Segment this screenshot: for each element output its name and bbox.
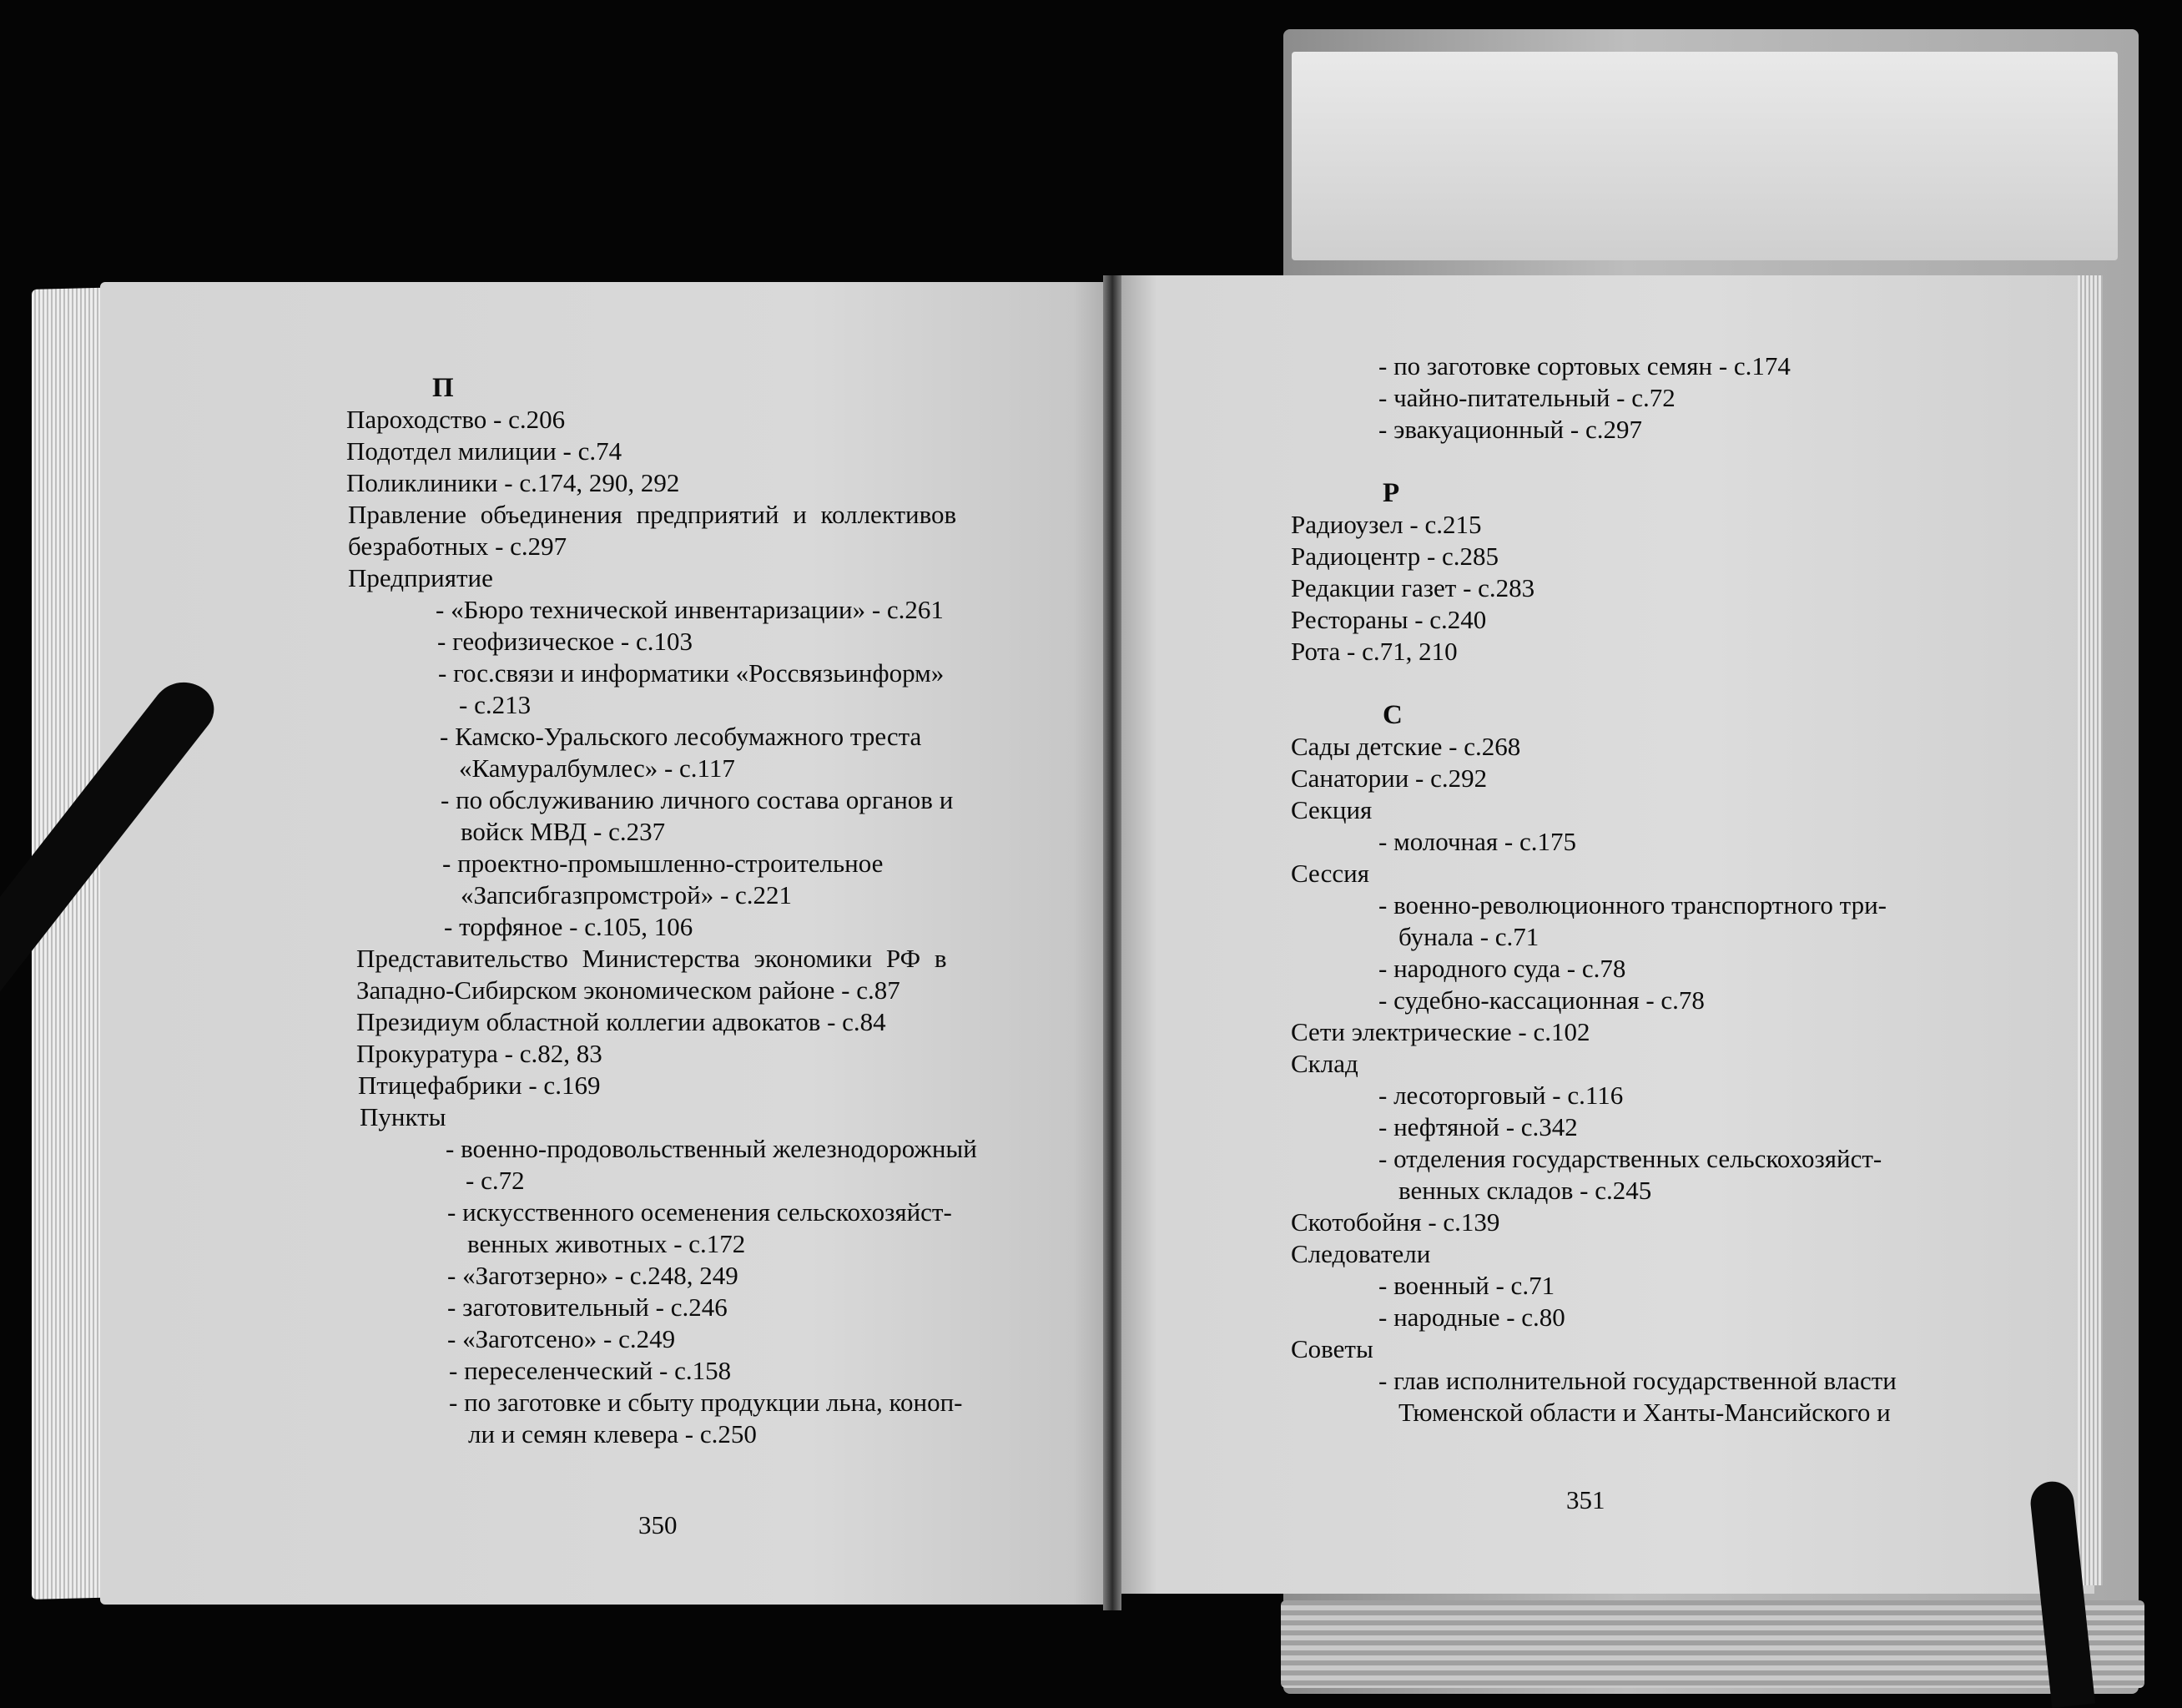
index-entry: Радиоузел - с.215 — [1291, 510, 1482, 539]
index-entry: Сессия — [1291, 859, 1369, 888]
index-subentry: - военно-продовольственный железнодорожный — [446, 1134, 977, 1163]
index-subentry: - по заготовке и сбыту продукции льна, коноп- — [449, 1388, 963, 1417]
index-subentry-continuation: венных складов - с.245 — [1398, 1176, 1652, 1205]
book-spine — [1103, 275, 1121, 1610]
index-entry: безработных - с.297 — [348, 532, 567, 561]
index-entry: Склад — [1291, 1049, 1358, 1078]
section-letter-p: П — [432, 373, 454, 403]
right-page-edges — [2078, 275, 2103, 1585]
index-subentry-continuation: - с.72 — [466, 1166, 525, 1195]
index-subentry-continuation: ли и семян клевера - с.250 — [468, 1419, 757, 1449]
index-subentry: - эвакуационный - с.297 — [1378, 415, 1642, 444]
index-entry: Пункты — [360, 1102, 446, 1131]
index-subentry-continuation: венных животных - с.172 — [467, 1229, 746, 1258]
index-subentry: - гос.связи и информатики «Россвязьинформ» — [438, 658, 945, 688]
index-subentry: - нефтяной - с.342 — [1378, 1112, 1578, 1141]
index-subentry: - чайно-питательный - с.72 — [1378, 383, 1676, 412]
index-subentry-continuation: войск МВД - с.237 — [461, 817, 666, 846]
index-entry: Подотдел милиции - с.74 — [346, 436, 622, 466]
index-entry: Президиум областной коллегии адвокатов - с.84 — [356, 1007, 886, 1036]
index-subentry: - торфяное - с.105, 106 — [444, 912, 693, 941]
index-entry: Представительство Министерства экономики РФ в — [356, 944, 947, 973]
index-entry: Радиоцентр - с.285 — [1291, 542, 1499, 571]
index-entry: Правление объединения предприятий и коллективов — [348, 500, 957, 529]
index-subentry: - Камско-Уральского лесобумажного треста — [440, 722, 922, 751]
index-entry: Рестораны - с.240 — [1291, 605, 1487, 634]
index-entry: Советы — [1291, 1334, 1373, 1363]
background-book-bottom-edge — [1281, 1600, 2144, 1688]
left-page-number: 350 — [638, 1510, 678, 1539]
index-entry: Птицефабрики - с.169 — [358, 1071, 601, 1100]
index-subentry: - переселенческий - с.158 — [449, 1356, 732, 1385]
index-subentry: - «Заготзерно» - с.248, 249 — [447, 1261, 738, 1290]
index-subentry: - народные - с.80 — [1378, 1302, 1565, 1332]
index-entry: Пароходство - с.206 — [346, 405, 566, 434]
index-subentry: - судебно-кассационная - с.78 — [1378, 985, 1705, 1015]
index-subentry-continuation: Тюменской области и Ханты-Мансийского и — [1398, 1398, 1891, 1427]
index-entry: Сады детские - с.268 — [1291, 732, 1521, 761]
index-entry: Поликлиники - с.174, 290, 292 — [346, 468, 680, 497]
index-entry: Редакции газет - с.283 — [1291, 573, 1535, 602]
section-letter-r: Р — [1383, 478, 1400, 508]
index-subentry: - заготовительный - с.246 — [447, 1292, 728, 1322]
background-book-page-block — [1292, 52, 2118, 260]
index-entry: Следователи — [1291, 1239, 1431, 1268]
index-subentry: - молочная - с.175 — [1378, 827, 1576, 856]
index-subentry: - народного суда - с.78 — [1378, 954, 1626, 983]
index-subentry-continuation: бунала - с.71 — [1398, 922, 1539, 951]
index-subentry: - отделения государственных сельскохозяйст- — [1378, 1144, 1882, 1173]
index-entry: Западно-Сибирском экономическом районе - с.87 — [356, 975, 900, 1005]
index-subentry: - по заготовке сортовых семян - с.174 — [1378, 351, 1791, 380]
right-page-number: 351 — [1566, 1485, 1605, 1514]
index-subentry: - лесоторговый - с.116 — [1378, 1081, 1624, 1110]
index-entry: Прокуратура - с.82, 83 — [356, 1039, 602, 1068]
index-subentry: - геофизическое - с.103 — [437, 627, 693, 656]
index-subentry: - «Бюро технической инвентаризации» - с.261 — [436, 595, 944, 624]
index-entry: Предприятие — [348, 563, 493, 592]
index-subentry: - военно-революционного транспортного три- — [1378, 890, 1887, 919]
index-subentry: - «Заготсено» - с.249 — [447, 1324, 676, 1353]
index-subentry: - глав исполнительной государственной власти — [1378, 1366, 1897, 1395]
index-entry: Секция — [1291, 795, 1373, 824]
index-subentry-continuation: «Камуралбумлес» - с.117 — [459, 753, 735, 783]
index-subentry: - искусственного осеменения сельскохозяйст- — [447, 1197, 952, 1227]
index-subentry-continuation: - с.213 — [459, 690, 532, 719]
index-entry: Скотобойня - с.139 — [1291, 1207, 1500, 1237]
index-entry: Сети электрические - с.102 — [1291, 1017, 1590, 1046]
index-entry: Рота - с.71, 210 — [1291, 637, 1458, 666]
index-subentry-continuation: «Запсибгазпромстрой» - с.221 — [461, 880, 793, 909]
index-entry: Санатории - с.292 — [1291, 763, 1488, 793]
index-subentry: - военный - с.71 — [1378, 1271, 1555, 1300]
section-letter-s: С — [1383, 700, 1403, 730]
index-subentry: - по обслуживанию личного состава органов и — [441, 785, 954, 814]
index-subentry: - проектно-промышленно-строительное — [442, 849, 884, 878]
